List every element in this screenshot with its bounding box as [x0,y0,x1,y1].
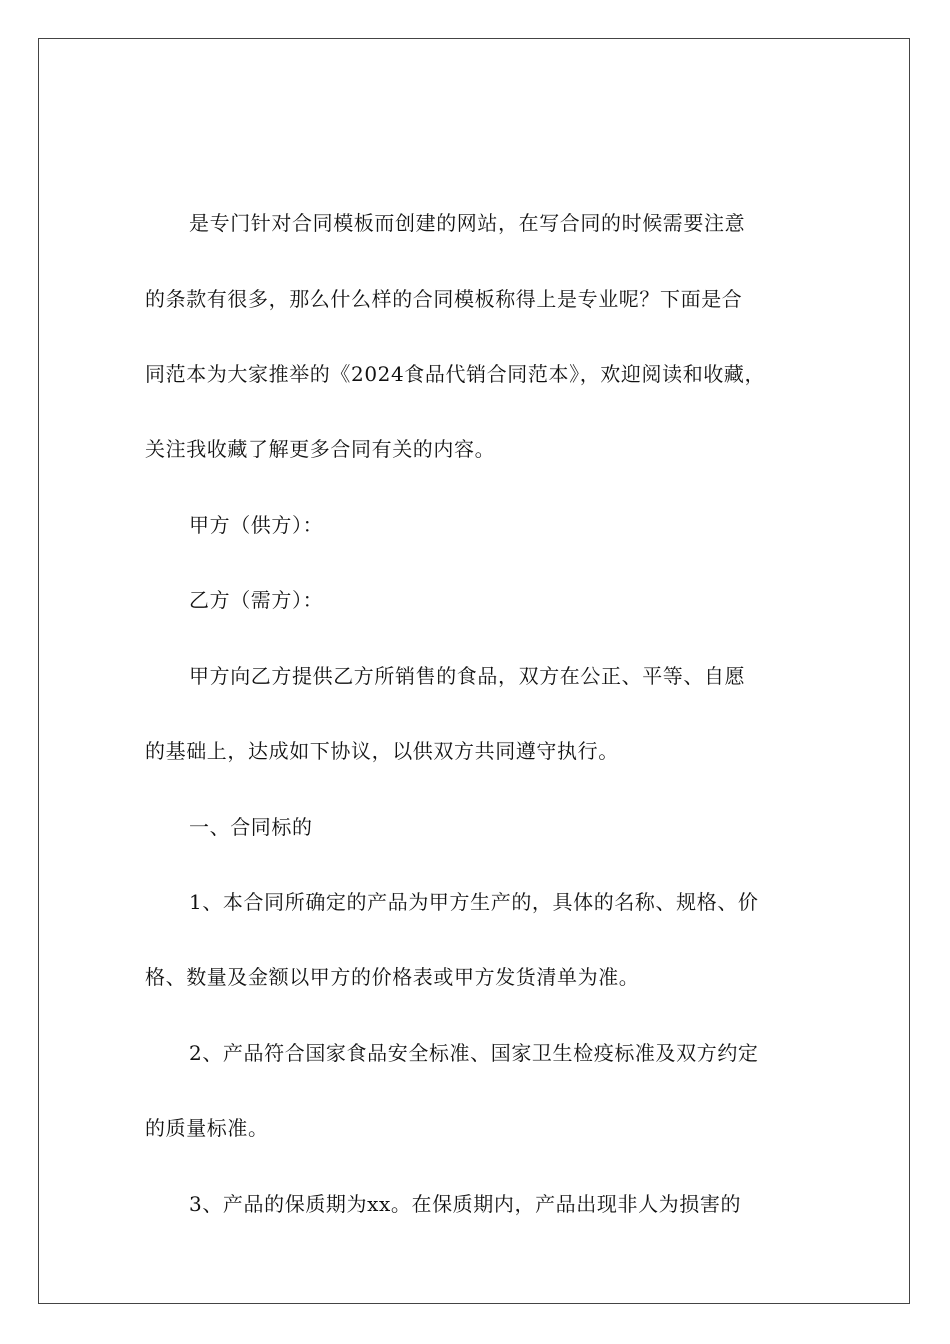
clause-2-line-2: 的质量标准。 [145,1116,269,1140]
paragraph-agreement-line-1: 甲方向乙方提供乙方所销售的食品，双方在公正、平等、自愿 [189,664,746,688]
paragraph-intro-line-4: 关注我收藏了解更多合同有关的内容。 [145,437,496,461]
paragraph-intro-line-2: 的条款有很多，那么什么样的合同模板称得上是专业呢？下面是合 [145,287,743,311]
clause-1-line-1: 1、本合同所确定的产品为甲方生产的，具体的名称、规格、价 [189,890,759,914]
paragraph-agreement-line-2: 的基础上，达成如下协议，以供双方共同遵守执行。 [145,739,619,763]
clause-1-line-2: 格、数量及金额以甲方的价格表或甲方发货清单为准。 [145,965,640,989]
section-heading-subject: 一、合同标的 [189,815,313,839]
paragraph-intro-line-3: 同范本为大家推举的《2024食品代销合同范本》，欢迎阅读和收藏， [145,362,766,386]
party-a-label: 甲方（供方）： [189,513,324,537]
party-b-label: 乙方（需方）： [189,588,324,612]
paragraph-intro-line-1: 是专门针对合同模板而创建的网站，在写合同的时候需要注意 [189,211,746,235]
clause-3-line-1: 3、产品的保质期为xx。在保质期内，产品出现非人为损害的 [189,1192,742,1216]
clause-2-line-1: 2、产品符合国家食品安全标准、国家卫生检疫标准及双方约定 [189,1041,759,1065]
